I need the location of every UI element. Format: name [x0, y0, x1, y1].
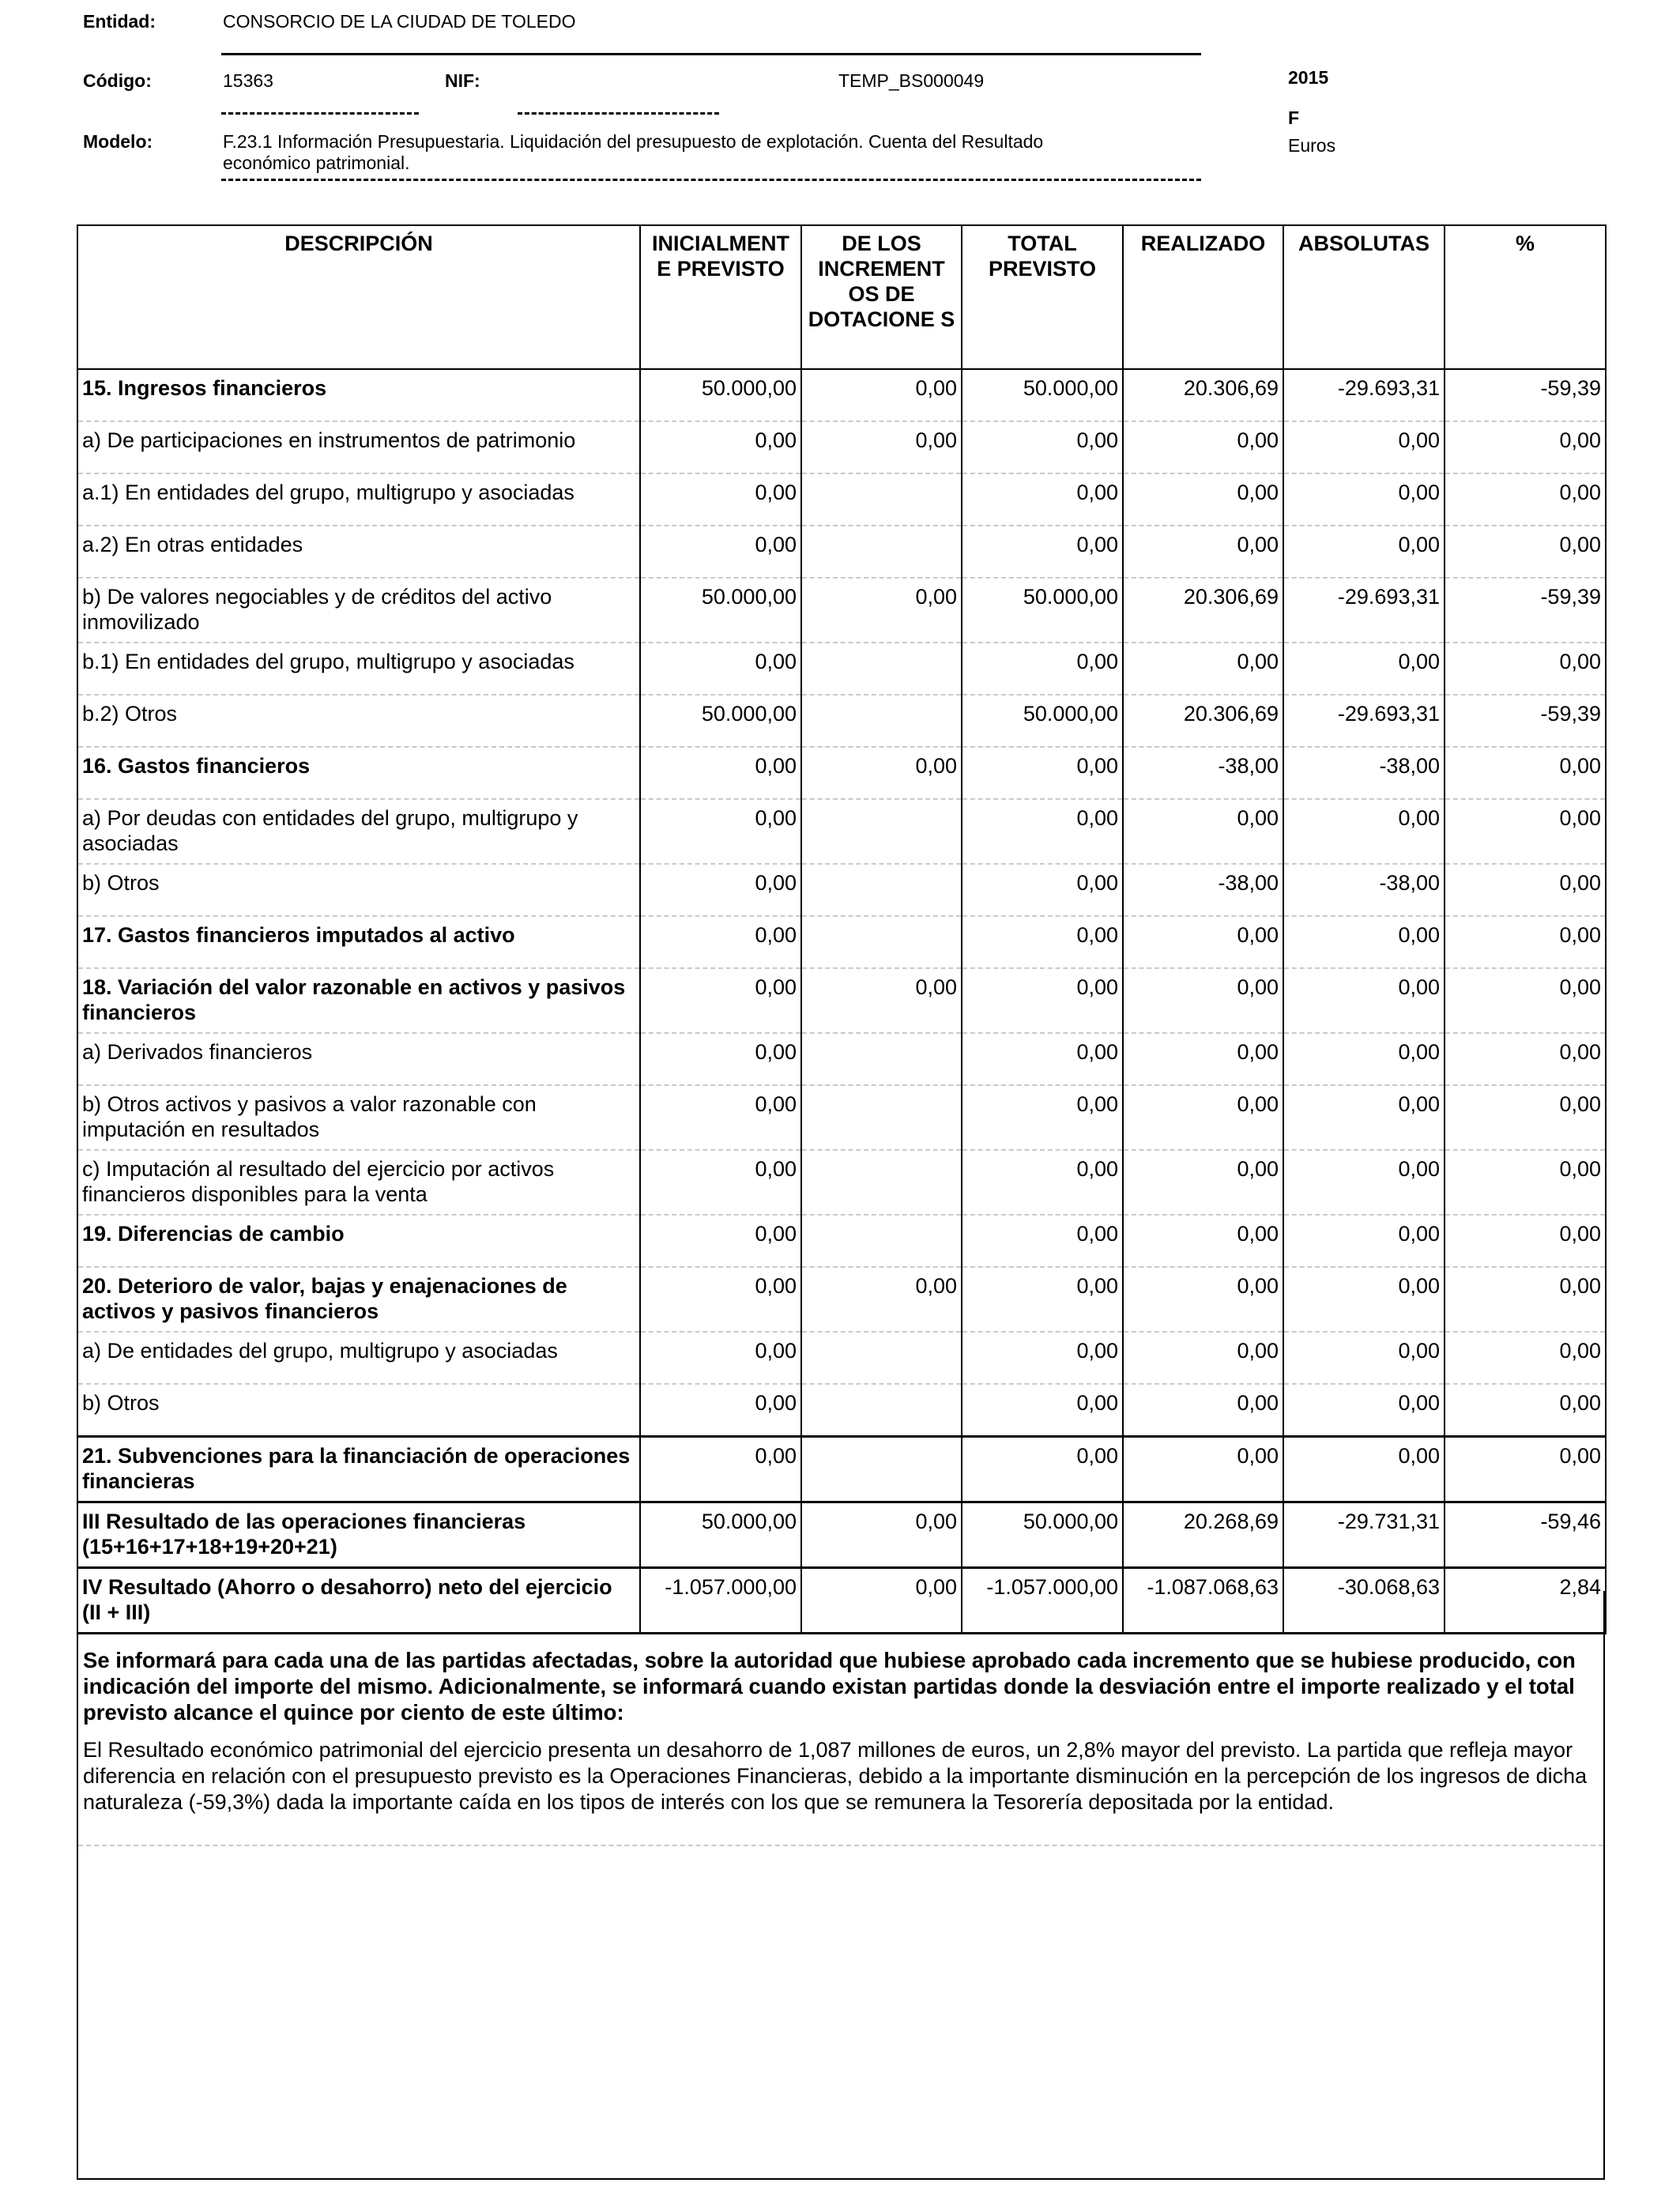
cell-inicial: -1.057.000,00 — [640, 1568, 801, 1634]
cell-total: 0,00 — [962, 1437, 1123, 1502]
row-description: c) Imputación al resultado del ejercicio por activos financieros disponibles para la venta — [77, 1150, 640, 1215]
cell-realizado: 0,00 — [1123, 643, 1283, 695]
cell-inicial: 0,00 — [640, 916, 801, 968]
cell-incrementos — [801, 1033, 962, 1085]
col-descripcion: DESCRIPCIÓN — [77, 225, 640, 369]
entidad-value: CONSORCIO DE LA CIUDAD DE TOLEDO — [223, 11, 576, 32]
cell-absolutas: 0,00 — [1283, 1384, 1445, 1437]
cell-porcentaje: -59,39 — [1445, 578, 1606, 643]
table-row — [77, 369, 1606, 421]
cell-incrementos: 0,00 — [801, 1568, 962, 1634]
cell-absolutas: 0,00 — [1283, 1267, 1445, 1332]
codigo-value: 15363 — [223, 70, 273, 91]
cell-total: 0,00 — [962, 799, 1123, 864]
cell-realizado: 20.268,69 — [1123, 1502, 1283, 1568]
cell-absolutas: -29.693,31 — [1283, 369, 1445, 421]
year-value: 2015 — [1288, 67, 1329, 88]
cell-absolutas: -29.693,31 — [1283, 695, 1445, 747]
table-row — [77, 421, 1606, 473]
cell-total: 50.000,00 — [962, 1502, 1123, 1568]
cell-total: 0,00 — [962, 1150, 1123, 1215]
col-inicialmente-previsto: INICIALMENT E PREVISTO — [640, 225, 801, 369]
cell-inicial: 0,00 — [640, 643, 801, 695]
table-row — [77, 473, 1606, 526]
cell-incrementos: 0,00 — [801, 747, 962, 799]
table-row — [77, 1267, 1606, 1332]
cell-incrementos: 0,00 — [801, 968, 962, 1033]
cell-total: 50.000,00 — [962, 695, 1123, 747]
cell-inicial: 0,00 — [640, 864, 801, 916]
table-row — [77, 1033, 1606, 1085]
cell-total: 0,00 — [962, 1215, 1123, 1267]
cell-porcentaje: 0,00 — [1445, 916, 1606, 968]
table-row — [77, 526, 1606, 578]
row-description: a) De entidades del grupo, multigrupo y asociadas — [77, 1332, 640, 1384]
col-incrementos: DE LOS INCREMENT OS DE DOTACIONE S — [801, 225, 962, 369]
cell-porcentaje: 0,00 — [1445, 799, 1606, 864]
modelo-line1: F.23.1 Información Presupuestaria. Liquidación del presupuesto de explotación. Cuenta del Resultado — [223, 131, 1044, 152]
cell-porcentaje: -59,46 — [1445, 1502, 1606, 1568]
cell-total: 0,00 — [962, 526, 1123, 578]
cell-inicial: 50.000,00 — [640, 578, 801, 643]
row-description: a.2) En otras entidades — [77, 526, 640, 578]
cell-incrementos — [801, 1384, 962, 1437]
cell-porcentaje: 0,00 — [1445, 526, 1606, 578]
cell-realizado: 0,00 — [1123, 968, 1283, 1033]
row-description: a) De participaciones en instrumentos de patrimonio — [77, 421, 640, 473]
entidad-underline — [221, 53, 1201, 55]
notes-title: Se informará para cada una de las partidas afectadas, sobre la autoridad que hubiese aprobado cada incremento que se hubiese producido, con indicación del importe del mismo. Adicionalmente, se informará cuando existan partidas donde la desviación entre el importe realizado y el total previsto alcance el quince por ciento de este último: — [83, 1648, 1576, 1725]
row-description: a) Por deudas con entidades del grupo, multigrupo y asociadas — [77, 799, 640, 864]
cell-absolutas: -29.731,31 — [1283, 1502, 1445, 1568]
table-row — [77, 1332, 1606, 1384]
cell-porcentaje: -59,39 — [1445, 369, 1606, 421]
table-header-row — [77, 225, 1606, 369]
col-total-previsto: TOTAL PREVISTO — [962, 225, 1123, 369]
table-row — [77, 1502, 1606, 1568]
cell-total: 0,00 — [962, 473, 1123, 526]
cell-inicial: 0,00 — [640, 421, 801, 473]
cell-porcentaje: 0,00 — [1445, 1437, 1606, 1502]
table-row — [77, 1150, 1606, 1215]
cell-inicial: 0,00 — [640, 473, 801, 526]
row-description: 21. Subvenciones para la financiación de operaciones financieras — [77, 1437, 640, 1502]
cell-absolutas: 0,00 — [1283, 1150, 1445, 1215]
cell-absolutas: 0,00 — [1283, 916, 1445, 968]
cell-absolutas: 0,00 — [1283, 1215, 1445, 1267]
table-row — [77, 695, 1606, 747]
row-description: IV Resultado (Ahorro o desahorro) neto del ejercicio (II + III) — [77, 1568, 640, 1634]
cell-realizado: -38,00 — [1123, 747, 1283, 799]
row-description: 20. Deterioro de valor, bajas y enajenaciones de activos y pasivos financieros — [77, 1267, 640, 1332]
cell-realizado: 0,00 — [1123, 799, 1283, 864]
table-row — [77, 968, 1606, 1033]
cell-incrementos — [801, 526, 962, 578]
cell-realizado: 20.306,69 — [1123, 578, 1283, 643]
row-description: III Resultado de las operaciones financieras (15+16+17+18+19+20+21) — [77, 1502, 640, 1568]
cell-inicial: 0,00 — [640, 1150, 801, 1215]
cell-realizado: -38,00 — [1123, 864, 1283, 916]
row-description: b) Otros activos y pasivos a valor razonable con imputación en resultados — [77, 1085, 640, 1150]
cell-total: 0,00 — [962, 643, 1123, 695]
cell-porcentaje: 0,00 — [1445, 421, 1606, 473]
modelo-underline — [221, 179, 1201, 181]
cell-inicial: 0,00 — [640, 526, 801, 578]
cell-absolutas: 0,00 — [1283, 1085, 1445, 1150]
cell-incrementos: 0,00 — [801, 578, 962, 643]
cell-porcentaje: 0,00 — [1445, 747, 1606, 799]
entidad-label: Entidad: — [83, 11, 156, 32]
cell-absolutas: -38,00 — [1283, 864, 1445, 916]
cell-incrementos — [801, 1215, 962, 1267]
cell-incrementos — [801, 799, 962, 864]
col-realizado: REALIZADO — [1123, 225, 1283, 369]
row-description: b) Otros — [77, 1384, 640, 1437]
row-description: 16. Gastos financieros — [77, 747, 640, 799]
cell-incrementos — [801, 643, 962, 695]
row-description: a) Derivados financieros — [77, 1033, 640, 1085]
cell-porcentaje: -59,39 — [1445, 695, 1606, 747]
cell-absolutas: 0,00 — [1283, 1033, 1445, 1085]
cell-incrementos — [801, 1332, 962, 1384]
cell-incrementos — [801, 1150, 962, 1215]
cell-incrementos — [801, 916, 962, 968]
cell-porcentaje: 0,00 — [1445, 968, 1606, 1033]
cell-porcentaje: 0,00 — [1445, 1033, 1606, 1085]
cell-realizado: -1.087.068,63 — [1123, 1568, 1283, 1634]
row-description: b.2) Otros — [77, 695, 640, 747]
cell-realizado: 0,00 — [1123, 1267, 1283, 1332]
cell-porcentaje: 0,00 — [1445, 473, 1606, 526]
table-row — [77, 747, 1606, 799]
cell-inicial: 50.000,00 — [640, 369, 801, 421]
cell-realizado: 0,00 — [1123, 526, 1283, 578]
codigo-underline — [221, 112, 419, 115]
cell-realizado: 0,00 — [1123, 1332, 1283, 1384]
cell-total: 50.000,00 — [962, 578, 1123, 643]
table-row — [77, 1384, 1606, 1437]
cell-inicial: 50.000,00 — [640, 1502, 801, 1568]
cell-total: 0,00 — [962, 916, 1123, 968]
cell-porcentaje: 0,00 — [1445, 1215, 1606, 1267]
table-row — [77, 643, 1606, 695]
cell-incrementos — [801, 1085, 962, 1150]
tipo-value: F — [1288, 107, 1300, 128]
table-row — [77, 1085, 1606, 1150]
cell-realizado: 0,00 — [1123, 1085, 1283, 1150]
row-description: 15. Ingresos financieros — [77, 369, 640, 421]
cell-porcentaje: 0,00 — [1445, 1267, 1606, 1332]
cell-realizado: 0,00 — [1123, 1437, 1283, 1502]
cell-inicial: 0,00 — [640, 799, 801, 864]
cell-total: 0,00 — [962, 1384, 1123, 1437]
cell-absolutas: 0,00 — [1283, 1332, 1445, 1384]
table-row — [77, 864, 1606, 916]
cell-absolutas: -30.068,63 — [1283, 1568, 1445, 1634]
table-row — [77, 1437, 1606, 1502]
table-row — [77, 799, 1606, 864]
cell-absolutas: 0,00 — [1283, 1437, 1445, 1502]
cell-absolutas: -29.693,31 — [1283, 578, 1445, 643]
cell-incrementos: 0,00 — [801, 1502, 962, 1568]
cell-realizado: 20.306,69 — [1123, 695, 1283, 747]
modelo-line2: económico patrimonial. — [223, 153, 410, 173]
cell-absolutas: 0,00 — [1283, 799, 1445, 864]
cell-total: 50.000,00 — [962, 369, 1123, 421]
cell-inicial: 0,00 — [640, 1332, 801, 1384]
cell-total: 0,00 — [962, 968, 1123, 1033]
cell-porcentaje: 0,00 — [1445, 1384, 1606, 1437]
cell-porcentaje: 0,00 — [1445, 1150, 1606, 1215]
cell-realizado: 0,00 — [1123, 1215, 1283, 1267]
row-description: b.1) En entidades del grupo, multigrupo y asociadas — [77, 643, 640, 695]
cell-absolutas: 0,00 — [1283, 526, 1445, 578]
cell-incrementos: 0,00 — [801, 1267, 962, 1332]
cell-inicial: 0,00 — [640, 747, 801, 799]
cell-incrementos: 0,00 — [801, 369, 962, 421]
cell-realizado: 0,00 — [1123, 421, 1283, 473]
cell-porcentaje: 0,00 — [1445, 643, 1606, 695]
cell-inicial: 0,00 — [640, 1437, 801, 1502]
nif-underline — [518, 112, 719, 115]
cell-realizado: 0,00 — [1123, 1033, 1283, 1085]
nif-value: TEMP_BS000049 — [838, 70, 985, 91]
row-description: 17. Gastos financieros imputados al activo — [77, 916, 640, 968]
cell-absolutas: 0,00 — [1283, 473, 1445, 526]
cell-total: -1.057.000,00 — [962, 1568, 1123, 1634]
cell-total: 0,00 — [962, 1033, 1123, 1085]
row-description: 18. Variación del valor razonable en activos y pasivos financieros — [77, 968, 640, 1033]
moneda-value: Euros — [1288, 135, 1336, 156]
cell-realizado: 20.306,69 — [1123, 369, 1283, 421]
nif-label: NIF: — [445, 70, 480, 91]
cell-absolutas: 0,00 — [1283, 643, 1445, 695]
cell-porcentaje: 2,84 — [1445, 1568, 1606, 1634]
cell-incrementos — [801, 1437, 962, 1502]
cell-realizado: 0,00 — [1123, 473, 1283, 526]
row-description: 19. Diferencias de cambio — [77, 1215, 640, 1267]
cell-inicial: 0,00 — [640, 1033, 801, 1085]
cell-total: 0,00 — [962, 421, 1123, 473]
cell-inicial: 0,00 — [640, 1384, 801, 1437]
cell-total: 0,00 — [962, 1332, 1123, 1384]
cell-porcentaje: 0,00 — [1445, 864, 1606, 916]
cell-inicial: 0,00 — [640, 1085, 801, 1150]
cell-incrementos — [801, 473, 962, 526]
cell-total: 0,00 — [962, 747, 1123, 799]
cell-absolutas: 0,00 — [1283, 421, 1445, 473]
table-row — [77, 578, 1606, 643]
col-porcentaje: % — [1445, 225, 1606, 369]
table-row — [77, 1215, 1606, 1267]
notes-text: El Resultado económico patrimonial del ejercicio presenta un desahorro de 1,087 millones de euros, un 2,8% mayor del previsto. La partida que refleja mayor diferencia en relación con el presupuesto previsto es la Operaciones Financieras, debido a la importante disminución en la percepción de los ingresos de dicha naturaleza (-59,3%) dada la importante caída en los tipos de interés con los que se remunera la Tesorería depositada por la entidad. — [83, 1738, 1588, 1814]
cell-incrementos — [801, 695, 962, 747]
row-description: a.1) En entidades del grupo, multigrupo y asociadas — [77, 473, 640, 526]
cell-porcentaje: 0,00 — [1445, 1085, 1606, 1150]
notes-divider — [78, 1845, 1603, 1846]
cell-inicial: 0,00 — [640, 1267, 801, 1332]
row-description: b) De valores negociables y de créditos del activo inmovilizado — [77, 578, 640, 643]
cell-porcentaje: 0,00 — [1445, 1332, 1606, 1384]
codigo-label: Código: — [83, 70, 152, 91]
cell-incrementos — [801, 864, 962, 916]
cell-inicial: 50.000,00 — [640, 695, 801, 747]
cell-realizado: 0,00 — [1123, 1384, 1283, 1437]
cell-realizado: 0,00 — [1123, 1150, 1283, 1215]
cell-realizado: 0,00 — [1123, 916, 1283, 968]
cell-inicial: 0,00 — [640, 968, 801, 1033]
cell-total: 0,00 — [962, 864, 1123, 916]
cell-absolutas: -38,00 — [1283, 747, 1445, 799]
cell-total: 0,00 — [962, 1267, 1123, 1332]
col-absolutas: ABSOLUTAS — [1283, 225, 1445, 369]
cell-total: 0,00 — [962, 1085, 1123, 1150]
row-description: b) Otros — [77, 864, 640, 916]
cell-incrementos: 0,00 — [801, 421, 962, 473]
table-row — [77, 916, 1606, 968]
cell-inicial: 0,00 — [640, 1215, 801, 1267]
budget-table — [77, 224, 1607, 1634]
cell-absolutas: 0,00 — [1283, 968, 1445, 1033]
modelo-label: Modelo: — [83, 131, 153, 152]
